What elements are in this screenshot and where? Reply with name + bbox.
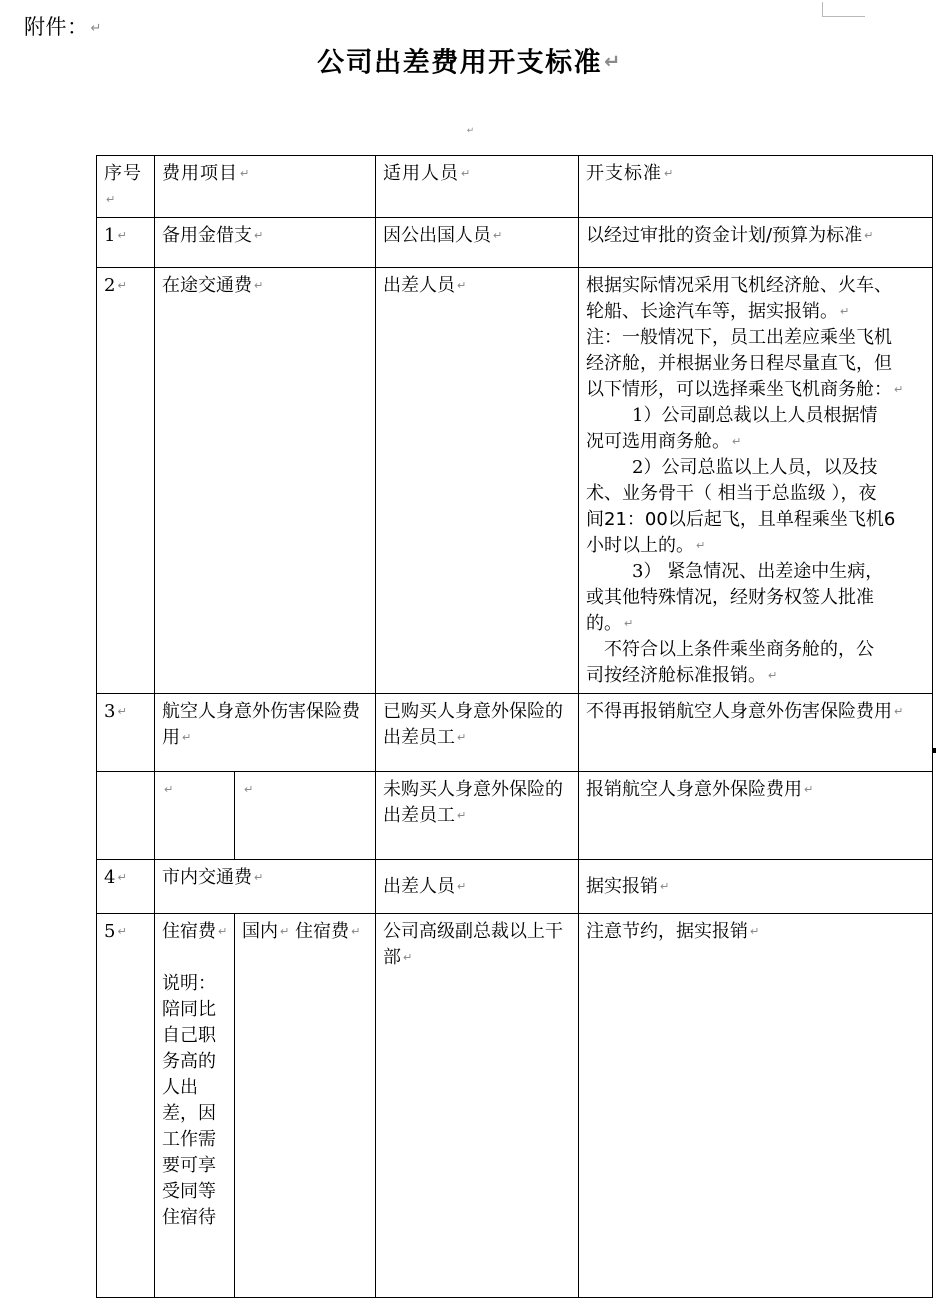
row-5-item-note-line: 人出: [162, 1077, 198, 1098]
row-5-item-note-line: 工作需: [162, 1129, 216, 1150]
row-5-standard: [579, 914, 933, 1298]
paragraph-mark-icon: ↵: [696, 539, 706, 552]
paragraph-mark-icon: ↵: [664, 167, 675, 180]
row-1-personnel-text: 因公出国人员: [383, 225, 492, 246]
row-4-item: [155, 860, 376, 914]
table-edge-marker-icon: [932, 748, 936, 753]
row-3-item-text: 航空人身意外伤害保险费用: [162, 701, 360, 748]
blank-paragraph: [0, 122, 939, 140]
row-2-standard: [579, 268, 933, 694]
paragraph-mark-icon: ↵: [117, 705, 127, 718]
paragraph-mark-icon: ↵: [461, 167, 472, 180]
row-2-item-text: 在途交通费: [162, 275, 252, 296]
paragraph-mark-icon: ↵: [117, 871, 127, 884]
row-2-standard-line: 况可选用商务舱。 ↵: [586, 431, 742, 452]
attachment-label-line: [24, 14, 102, 42]
paragraph-mark-icon: ↵: [182, 731, 192, 744]
row-1-item: [155, 218, 376, 268]
table-row: [97, 218, 933, 268]
row-3b-no: [97, 772, 155, 860]
paragraph-mark-icon: ↵: [106, 193, 117, 206]
row-1-no-text: 1: [104, 225, 116, 246]
page-title-text: 公司出差费用开支标准: [317, 47, 603, 79]
row-2-standard-line: 小时以上的。 ↵: [586, 535, 706, 556]
row-1-standard: [579, 218, 933, 268]
paragraph-mark-icon: ↵: [840, 305, 850, 318]
row-2-personnel: [376, 268, 579, 694]
paragraph-mark-icon: ↵: [894, 705, 904, 718]
row-5-item-note-line: 受同等: [162, 1181, 216, 1202]
row-2-standard-line: 1）公司副总裁以上人员根据情: [632, 405, 878, 426]
paragraph-mark-icon: ↵: [457, 880, 467, 893]
table-row: [97, 268, 933, 694]
row-2-standard-line: 轮船、长途汽车等，据实报销。 ↵: [586, 301, 850, 322]
column-header-personnel-text: 适用人员: [383, 163, 460, 184]
table-row: [97, 914, 933, 1298]
row-3-personnel-text: 已购买人身意外保险的出差员工: [383, 701, 564, 748]
paragraph-mark-icon: ↵: [117, 229, 127, 242]
row-2-no: [97, 268, 155, 694]
expense-standard-table: [96, 155, 933, 1298]
row-5-item-note-line: 差，因: [162, 1103, 216, 1124]
column-header-no: [97, 156, 155, 218]
table-header-row: [97, 156, 933, 218]
row-4-standard-text: 据实报销: [586, 876, 659, 897]
paragraph-mark-icon: ↵: [894, 383, 904, 396]
column-header-standard-text: 开支标准: [586, 163, 663, 184]
row-5-item-title: 住宿费 ↵: [162, 921, 228, 942]
row-3-no: [97, 694, 155, 772]
row-3b-standard: [579, 772, 933, 860]
row-3b-personnel-text: 未购买人身意外保险的出差员工: [383, 779, 564, 826]
row-2-standard-line: 不符合以上条件乘坐商务舱的，公: [604, 639, 875, 660]
row-1-no: [97, 218, 155, 268]
paragraph-mark-icon: ↵: [240, 167, 251, 180]
paragraph-mark-icon: ↵: [750, 925, 760, 938]
paragraph-mark-icon: ↵: [457, 809, 467, 822]
paragraph-mark-icon: ↵: [351, 925, 361, 938]
attachment-label: 附件：: [24, 15, 89, 39]
row-3-item: [155, 694, 376, 772]
paragraph-mark-icon: ↵: [254, 871, 264, 884]
row-4-standard: [579, 860, 933, 914]
row-3-standard-text: 不得再报销航空人身意外伤害保险费用: [586, 701, 893, 722]
row-1-standard-text: 以经过审批的资金计划/预算为标准: [586, 225, 863, 246]
row-5-item-note-line: 住宿待: [162, 1207, 216, 1228]
table-row: [97, 694, 933, 772]
column-header-item-text: 费用项目: [162, 163, 238, 184]
row-3-personnel: [376, 694, 579, 772]
row-2-item: [155, 268, 376, 694]
row-5-item-sub-line: 住宿费 ↵: [295, 921, 361, 942]
row-5-item-note-line: 说明：: [162, 973, 216, 994]
row-5-item-note-line: 陪同比: [162, 999, 216, 1020]
table-row: [97, 860, 933, 914]
row-2-standard-line: 经济舱，并根据业务日程尽量直飞，但: [586, 353, 893, 374]
paragraph-mark-icon: ↵: [244, 783, 254, 796]
row-4-personnel-text: 出差人员: [383, 876, 456, 897]
row-2-standard-line: 注：一般情况下，员工出差应乘坐飞机: [586, 327, 893, 348]
column-header-personnel: [376, 156, 579, 218]
row-1-item-text: 备用金借支: [162, 225, 252, 246]
row-5-no-text: 5: [104, 921, 116, 942]
row-5-item-sub-line: 国内 ↵: [242, 921, 290, 942]
paragraph-mark-icon: ↵: [732, 435, 742, 448]
row-1-personnel: [376, 218, 579, 268]
row-2-personnel-text: 出差人员: [383, 275, 456, 296]
row-4-no-text: 4: [104, 867, 116, 888]
paragraph-mark-icon: ↵: [254, 229, 264, 242]
paragraph-mark-icon: ↵: [864, 229, 874, 242]
paragraph-mark-icon: ↵: [164, 783, 174, 796]
row-2-standard-line: 的。 ↵: [586, 613, 634, 634]
row-3b-item: [155, 772, 235, 860]
paragraph-mark-icon: ↵: [280, 925, 290, 938]
paragraph-mark-icon: ↵: [493, 229, 503, 242]
column-header-no-text: 序号: [104, 163, 142, 184]
row-5-item-note-line: 要可享: [162, 1155, 216, 1176]
row-2-standard-line: 以下情形，可以选择乘坐飞机商务舱： ↵: [586, 379, 904, 400]
row-2-standard-line: 术、业务骨干（ 相当于总监级 ），夜: [586, 483, 877, 504]
row-2-standard-line: 3） 紧急情况、出差途中生病，: [632, 561, 884, 582]
row-2-no-text: 2: [104, 275, 116, 296]
row-5-no: [97, 914, 155, 1298]
row-5-personnel: [376, 914, 579, 1298]
paragraph-mark-icon: ↵: [804, 783, 814, 796]
row-5-standard-text: 注意节约，据实报销: [586, 921, 749, 942]
paragraph-mark-icon: ↵: [90, 20, 102, 36]
column-header-standard: [579, 156, 933, 218]
row-5-item-note-line: 自己职: [162, 1025, 216, 1046]
paragraph-mark-icon: ↵: [466, 126, 475, 137]
paragraph-mark-icon: ↵: [218, 925, 228, 938]
page-title: [0, 44, 939, 81]
paragraph-mark-icon: ↵: [117, 925, 127, 938]
row-5-item: [155, 914, 235, 1298]
paragraph-mark-icon: ↵: [403, 951, 413, 964]
row-2-standard-line: 根据实际情况采用飞机经济舱、火车、: [586, 275, 893, 296]
paragraph-mark-icon: ↵: [768, 669, 778, 682]
row-2-standard-line: 2）公司总监以上人员，以及技: [632, 457, 878, 478]
row-5-personnel-text: 公司高级副总裁以上干部: [383, 921, 564, 968]
paragraph-mark-icon: ↵: [604, 50, 622, 73]
row-3b-standard-text: 报销航空人身意外保险费用: [586, 779, 803, 800]
row-4-no: [97, 860, 155, 914]
row-3-standard: [579, 694, 933, 772]
paragraph-mark-icon: ↵: [624, 617, 634, 630]
paragraph-mark-icon: ↵: [117, 279, 127, 292]
row-2-standard-line: 间21：00以后起飞，且单程乘坐飞机6: [586, 509, 896, 530]
row-3b-item-sub: [235, 772, 376, 860]
paragraph-mark-icon: ↵: [457, 279, 467, 292]
row-4-item-text: 市内交通费: [162, 867, 252, 888]
row-5-item-sub: [235, 914, 376, 1298]
paragraph-mark-icon: ↵: [660, 880, 670, 893]
column-header-item: [155, 156, 376, 218]
page-margin-guide-icon: [822, 2, 865, 17]
row-5-item-note-line: 务高的: [162, 1051, 216, 1072]
row-3-no-text: 3: [104, 701, 116, 722]
row-3b-personnel: [376, 772, 579, 860]
row-4-personnel: [376, 860, 579, 914]
row-2-standard-line: 司按经济舱标准报销。 ↵: [586, 665, 778, 686]
paragraph-mark-icon: ↵: [254, 279, 264, 292]
paragraph-mark-icon: ↵: [457, 731, 467, 744]
row-2-standard-line: 或其他特殊情况，经财务权签人批准: [586, 587, 875, 608]
table-row: [97, 772, 933, 860]
